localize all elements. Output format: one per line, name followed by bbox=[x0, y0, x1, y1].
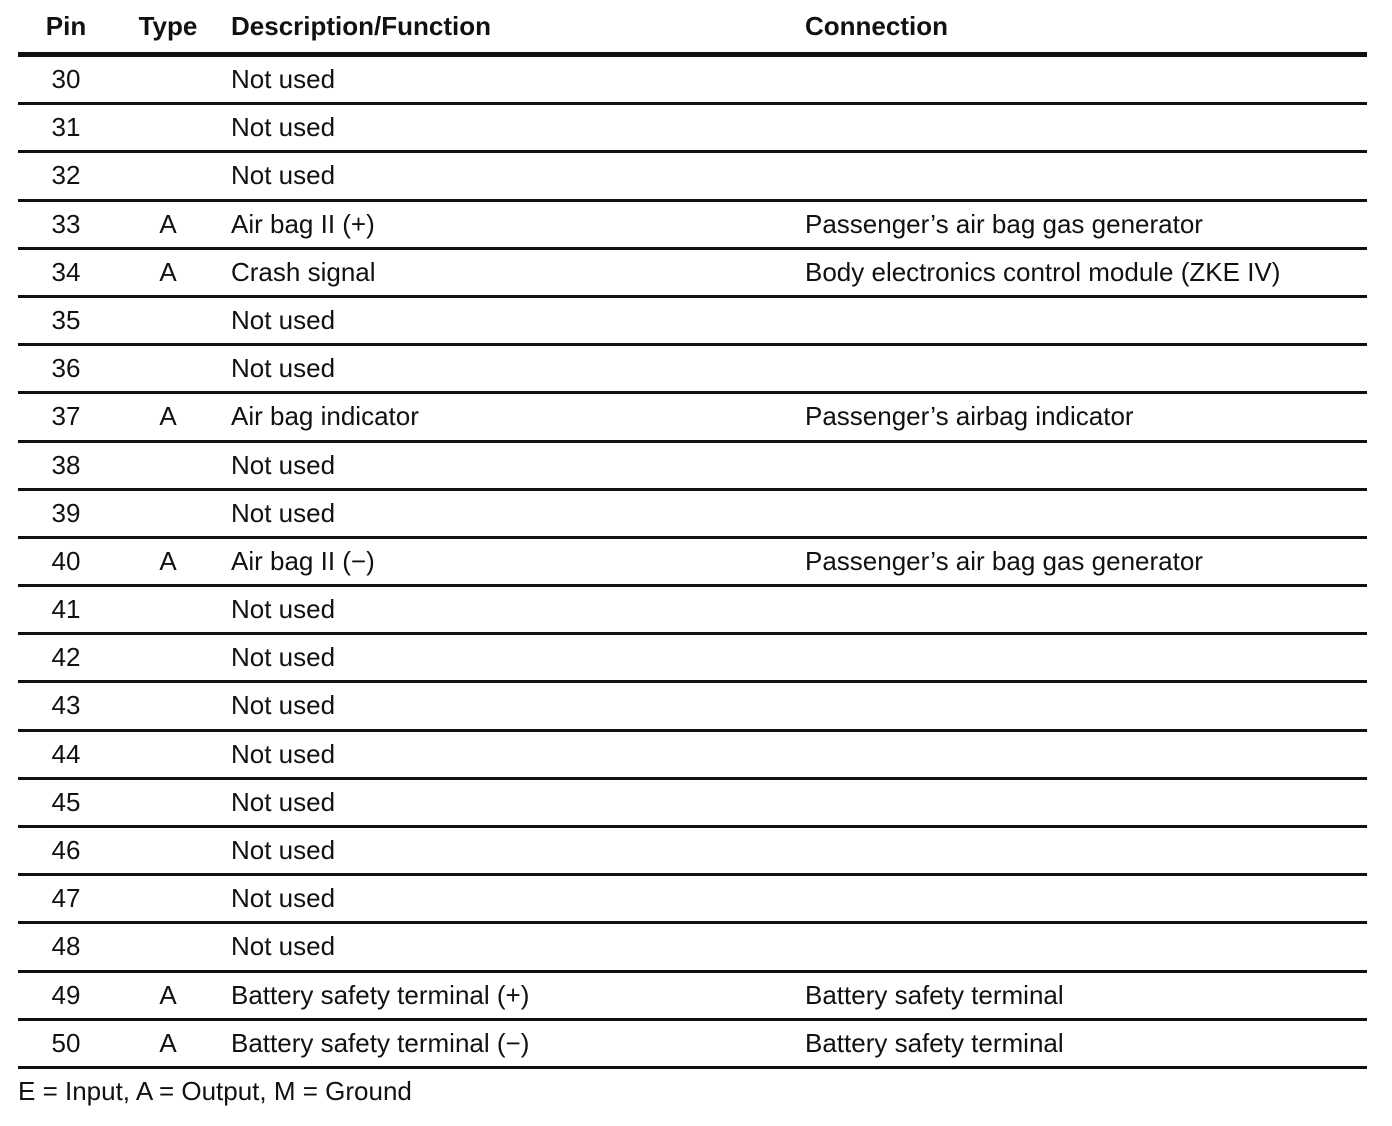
description-cell: Not used bbox=[231, 931, 336, 962]
description-cell: Not used bbox=[231, 738, 336, 769]
table-row bbox=[18, 683, 1367, 731]
table-row bbox=[18, 732, 1367, 780]
table-row bbox=[18, 491, 1367, 539]
description-cell: Not used bbox=[231, 594, 336, 625]
type-cell: A bbox=[159, 401, 177, 432]
pin-cell: 48 bbox=[51, 931, 81, 962]
connection-cell: Passenger’s airbag indicator bbox=[805, 401, 1134, 432]
description-cell: Battery safety terminal (−) bbox=[231, 1027, 530, 1058]
description-cell: Battery safety terminal (+) bbox=[231, 979, 530, 1010]
table-row bbox=[18, 780, 1367, 828]
description-cell: Air bag II (−) bbox=[231, 545, 375, 576]
table-row bbox=[18, 202, 1367, 250]
table-row bbox=[18, 105, 1367, 153]
legend-footnote: E = Input, A = Output, M = Ground bbox=[18, 1076, 412, 1106]
pin-cell: 30 bbox=[51, 64, 81, 94]
description-cell: Not used bbox=[231, 304, 336, 335]
table-row bbox=[18, 973, 1367, 1021]
header-connection: Connection bbox=[805, 11, 948, 41]
type-cell: A bbox=[159, 208, 177, 239]
table-row bbox=[18, 1021, 1367, 1069]
pin-cell: 50 bbox=[51, 1027, 81, 1058]
description-cell: Not used bbox=[231, 497, 336, 528]
pin-cell: 43 bbox=[51, 690, 81, 721]
table-row bbox=[18, 876, 1367, 924]
table-row bbox=[18, 539, 1367, 587]
table-row bbox=[18, 635, 1367, 683]
table-row bbox=[18, 298, 1367, 346]
table-row bbox=[18, 828, 1367, 876]
description-cell: Not used bbox=[231, 883, 336, 914]
table-row bbox=[18, 924, 1367, 972]
pin-cell: 37 bbox=[51, 401, 81, 432]
table-row bbox=[18, 250, 1367, 298]
type-cell: A bbox=[159, 256, 177, 287]
description-cell: Not used bbox=[231, 64, 336, 94]
connection-cell: Body electronics control module (ZKE IV) bbox=[805, 256, 1281, 287]
description-cell: Not used bbox=[231, 160, 336, 191]
pin-cell: 44 bbox=[51, 738, 81, 769]
pin-cell: 34 bbox=[51, 256, 81, 287]
description-cell: Not used bbox=[231, 835, 336, 865]
pin-cell: 39 bbox=[51, 497, 81, 528]
description-cell: Not used bbox=[231, 449, 336, 480]
description-cell: Not used bbox=[231, 112, 336, 143]
pin-cell: 49 bbox=[51, 979, 81, 1010]
table-row bbox=[18, 346, 1367, 394]
pin-cell: 41 bbox=[51, 594, 81, 625]
type-cell: A bbox=[159, 979, 177, 1010]
pin-cell: 42 bbox=[51, 642, 81, 673]
pin-cell: 46 bbox=[51, 835, 81, 865]
table-body bbox=[18, 57, 1367, 1069]
table-row bbox=[18, 57, 1367, 105]
pin-cell: 40 bbox=[51, 545, 81, 576]
table-row bbox=[18, 443, 1367, 491]
description-cell: Not used bbox=[231, 690, 336, 721]
header-type: Type bbox=[138, 11, 198, 41]
table-row bbox=[18, 153, 1367, 201]
table-header-row bbox=[18, 0, 1367, 57]
description-cell: Air bag indicator bbox=[231, 401, 419, 432]
description-cell: Not used bbox=[231, 786, 336, 817]
pin-cell: 36 bbox=[51, 353, 81, 384]
header-description: Description/Function bbox=[231, 11, 491, 41]
connection-cell: Battery safety terminal bbox=[805, 979, 1064, 1010]
table-row bbox=[18, 587, 1367, 635]
pin-table bbox=[18, 0, 1367, 1069]
connection-cell: Battery safety terminal bbox=[805, 1027, 1064, 1058]
pin-cell: 32 bbox=[51, 160, 81, 191]
header-pin: Pin bbox=[45, 11, 87, 41]
pin-cell: 47 bbox=[51, 883, 81, 914]
pin-cell: 31 bbox=[51, 112, 81, 143]
type-cell: A bbox=[159, 1027, 177, 1058]
description-cell: Not used bbox=[231, 353, 336, 384]
pin-cell: 33 bbox=[51, 208, 81, 239]
pin-cell: 45 bbox=[51, 786, 81, 817]
connection-cell: Passenger’s air bag gas generator bbox=[805, 545, 1203, 576]
description-cell: Not used bbox=[231, 642, 336, 673]
description-cell: Air bag II (+) bbox=[231, 208, 375, 239]
table-row bbox=[18, 394, 1367, 442]
connection-cell: Passenger’s air bag gas generator bbox=[805, 208, 1203, 239]
pin-cell: 35 bbox=[51, 304, 81, 335]
type-cell: A bbox=[159, 545, 177, 576]
pin-cell: 38 bbox=[51, 449, 81, 480]
description-cell: Crash signal bbox=[231, 256, 376, 287]
